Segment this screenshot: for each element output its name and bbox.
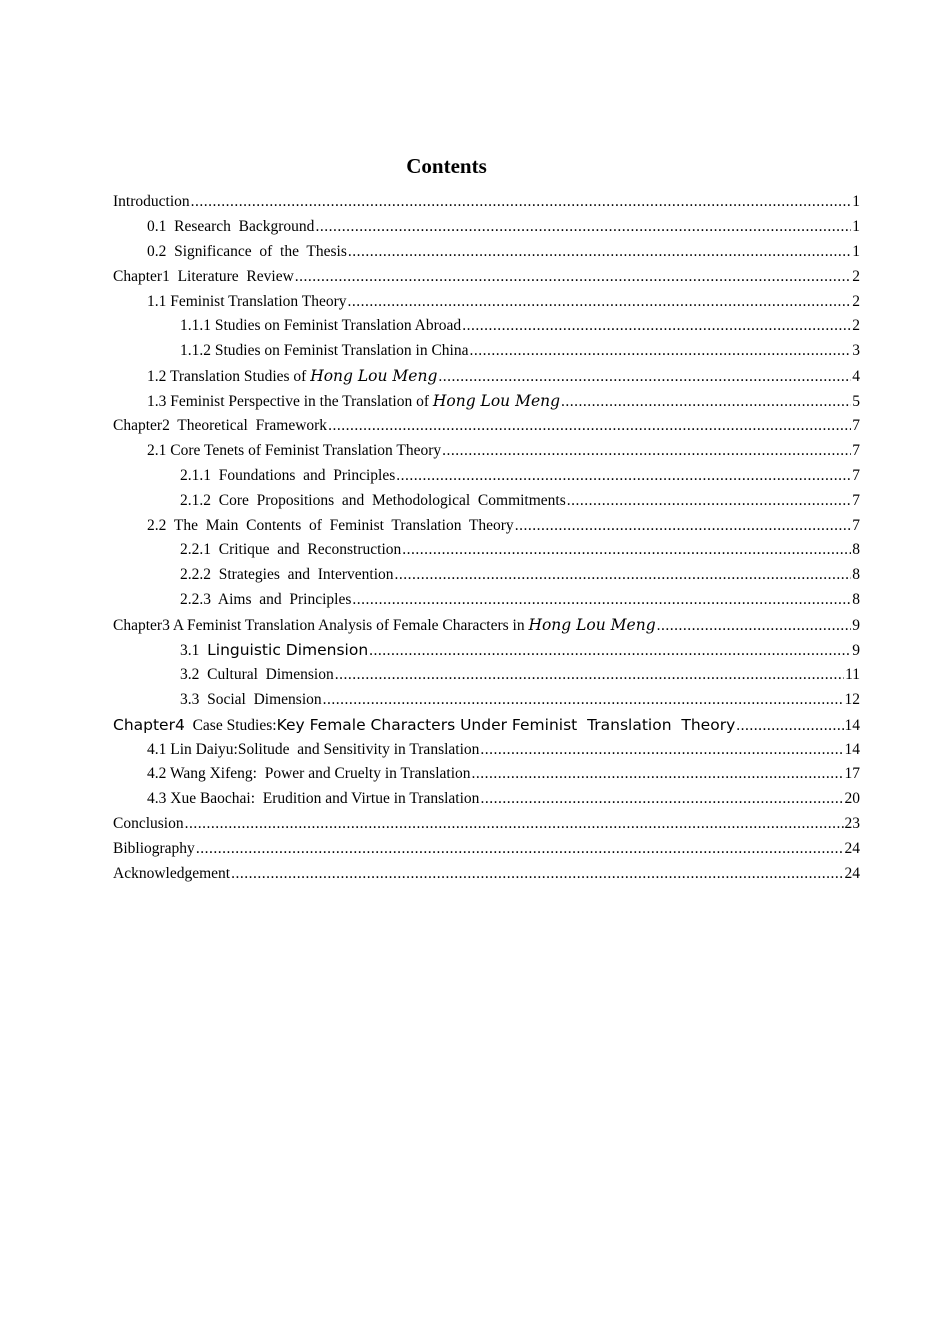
toc-dot-leader: [348, 240, 851, 265]
toc-dot-leader: [472, 762, 844, 787]
toc-page-number: 7: [852, 441, 860, 459]
toc-entry[interactable]: [113, 364, 860, 389]
toc-entry-label-part: 0.2 Significance of the Thesis: [147, 242, 347, 260]
toc-entry[interactable]: [113, 290, 860, 315]
toc-dot-leader: [323, 688, 844, 713]
toc-dot-leader: [352, 588, 851, 613]
toc-entry-label-part: 3.2 Cultural Dimension: [180, 665, 334, 683]
toc-entry-label-part: Chapter3 A Feminist Translation Analysis of Female Characters in: [113, 617, 529, 635]
toc-entry[interactable]: [113, 215, 860, 240]
toc-page-number: 1: [852, 242, 860, 260]
toc-entry-label-part: 1.1 Feminist Translation Theory: [147, 292, 347, 310]
toc-entry[interactable]: [113, 663, 860, 688]
toc-entry-label-part: Case Studies:: [184, 716, 277, 734]
toc-entry-label: [113, 414, 327, 439]
toc-entry-label: [147, 240, 347, 265]
toc-dot-leader: [402, 538, 851, 563]
toc-entry[interactable]: [113, 588, 860, 613]
toc-page-number: 2: [852, 317, 860, 335]
toc-page-number: 24: [844, 865, 860, 883]
toc-entry-label-part: Hong Lou Meng: [310, 367, 438, 386]
toc-entry[interactable]: [113, 538, 860, 563]
toc-entry-label-part: Chapter4: [113, 715, 185, 734]
toc-entry-label-part: 0.1 Research Background: [147, 217, 315, 235]
toc-entry[interactable]: [113, 514, 860, 539]
toc-entry-label: [147, 762, 471, 787]
toc-entry-label: [180, 339, 469, 364]
toc-dot-leader: [369, 639, 851, 663]
toc-entry-label-part: Chapter1 Literature Review: [113, 267, 294, 285]
toc-entry-label-part: Hong Lou Meng: [432, 392, 561, 411]
toc-dot-leader: [335, 663, 844, 688]
toc-entry-label-part: Acknowledgement: [113, 865, 231, 883]
toc-page-number: 8: [852, 591, 860, 609]
toc-dot-leader: [515, 514, 852, 539]
toc-dot-leader: [396, 464, 851, 489]
toc-page-number: 24: [844, 840, 860, 858]
toc-entry-label: [113, 862, 230, 887]
toc-entry-label: [147, 738, 479, 763]
toc-dot-leader: [315, 215, 851, 240]
toc-dot-leader: [196, 837, 844, 862]
toc-dot-leader: [191, 190, 852, 215]
toc-entry-label: [180, 538, 401, 563]
toc-entry-label: [113, 265, 294, 290]
toc-dot-leader: [470, 339, 852, 364]
toc-entry-label-part: Hong Lou Meng: [528, 616, 656, 635]
toc-page-number: 20: [844, 790, 860, 808]
toc-entry-label: [180, 688, 322, 713]
toc-dot-leader: [231, 862, 843, 887]
toc-entry-label: [180, 464, 395, 489]
toc-entry-label: [180, 563, 394, 588]
toc-entry[interactable]: [113, 563, 860, 588]
toc-entry-label-part: Introduction: [113, 193, 190, 210]
toc-entry-label-part: 3.3 Social Dimension: [180, 690, 322, 708]
toc-entry-label-part: Conclusion: [113, 815, 184, 833]
toc-entry[interactable]: [113, 787, 860, 812]
toc-entry-label-part: 1.1.2 Studies on Feminist Translation in China: [180, 342, 469, 360]
toc-entry-label-part: 4.1 Lin Daiyu:Solitude and Sensitivity in Translation: [147, 740, 480, 758]
toc-page-number: 14: [844, 716, 860, 734]
toc-entry[interactable]: [113, 688, 860, 713]
toc-page-number: 12: [844, 690, 860, 708]
toc-dot-leader: [328, 414, 851, 439]
toc-entry-label-part: 4.3 Xue Baochai: Erudition and Virtue in Translation: [147, 790, 480, 808]
toc-entry-label-part: 2.2.3 Aims and Principles: [180, 591, 352, 609]
toc-dot-leader: [567, 489, 851, 514]
toc-entry-label-part: 1.2 Translation Studies of: [147, 368, 311, 386]
toc-entry[interactable]: [113, 862, 860, 887]
toc-entry-label: [180, 489, 566, 514]
toc-entry[interactable]: [113, 713, 860, 738]
toc-page-number: 4: [852, 368, 860, 386]
toc-page-number: 8: [852, 566, 860, 584]
toc-page-number: 1: [852, 193, 860, 210]
toc-entry-label: [147, 787, 479, 812]
toc-entry[interactable]: [113, 314, 860, 339]
toc-dot-leader: [438, 365, 851, 389]
toc-entry[interactable]: [113, 339, 860, 364]
toc-entry-label: [180, 638, 368, 663]
toc-entry-label-part: 2.2 The Main Contents of Feminist Translation Theory: [147, 516, 514, 534]
toc-entry-label-part: 2.1.2 Core Propositions and Methodological Commitments: [180, 491, 566, 509]
toc-entry[interactable]: [113, 414, 860, 439]
toc-entry-label-part: 2.2.1 Critique and Reconstruction: [180, 541, 402, 559]
toc-entry-label-part: 2.2.2 Strategies and Intervention: [180, 566, 394, 584]
toc-entry[interactable]: [113, 613, 860, 638]
toc-page-number: 9: [852, 642, 860, 660]
toc-entry-label-part: 2.1 Core Tenets of Feminist Translation Theory: [147, 441, 442, 459]
toc-page-number: 1: [852, 217, 860, 235]
toc-page-number: 3: [852, 342, 860, 360]
toc-entry-label: [180, 588, 351, 613]
toc-entry-label-part: 2.1.1 Foundations and Principles: [180, 466, 396, 484]
toc-dot-leader: [462, 314, 851, 339]
toc-dot-leader: [561, 390, 851, 414]
toc-page-number: 5: [852, 393, 860, 411]
toc-dot-leader: [185, 812, 844, 837]
toc-entry[interactable]: [113, 389, 860, 414]
toc-dot-leader: [657, 614, 852, 638]
toc-page-number: 7: [852, 491, 860, 509]
toc-dot-leader: [736, 714, 843, 738]
toc-page-number: 17: [844, 765, 860, 783]
toc-entry-label: [113, 190, 190, 215]
toc-page-number: 23: [844, 815, 860, 833]
toc-entry-label: [180, 663, 334, 688]
toc-entry-label-part: Chapter2 Theoretical Framework: [113, 417, 328, 435]
toc-entry-label: [113, 812, 184, 837]
page-title: Contents: [406, 154, 487, 178]
toc-page-number: 9: [852, 617, 860, 635]
toc-entry-label-part: Linguistic Dimension: [207, 641, 369, 660]
toc-entry-label-part: 4.2 Wang Xifeng: Power and Cruelty in Translation: [147, 765, 471, 783]
toc-entry-label-part: 1.3 Feminist Perspective in the Translation of: [147, 393, 433, 411]
toc-entry-label-part: 1.1.1 Studies on Feminist Translation Abroad: [180, 317, 462, 335]
toc-page-number: 7: [852, 516, 860, 534]
toc-entry[interactable]: [113, 265, 860, 290]
toc-page-number: 11: [845, 665, 860, 683]
toc-entry-label: [147, 364, 437, 389]
toc-entry-label: [113, 613, 656, 638]
toc-entry-label: [147, 389, 560, 414]
toc-entry[interactable]: [113, 240, 860, 265]
toc-entry-label: [113, 713, 735, 738]
toc-dot-leader: [480, 738, 843, 763]
toc-page-number: 2: [852, 292, 860, 310]
toc-entry[interactable]: [113, 837, 860, 862]
toc-entry[interactable]: [113, 464, 860, 489]
toc-entry[interactable]: [113, 439, 860, 464]
toc-dot-leader: [295, 265, 851, 290]
toc-entry[interactable]: [113, 812, 860, 837]
toc-dot-leader: [442, 439, 851, 464]
toc-entry[interactable]: [113, 738, 860, 763]
toc-entry-label: [147, 439, 441, 464]
toc-entry[interactable]: [113, 762, 860, 787]
toc-page-number: 7: [852, 466, 860, 484]
toc-page-number: 8: [852, 541, 860, 559]
toc-dot-leader: [348, 290, 852, 315]
toc-entry[interactable]: [113, 489, 860, 514]
table-of-contents: [113, 190, 860, 887]
toc-entry-label: [147, 215, 314, 240]
toc-page-number: 7: [852, 417, 860, 435]
toc-entry-label: [113, 837, 195, 862]
toc-entry-label-part: Bibliography: [113, 840, 195, 858]
toc-dot-leader: [395, 563, 852, 588]
toc-page-number: 2: [852, 267, 860, 285]
toc-entry-label: [180, 314, 461, 339]
toc-entry-label: [147, 290, 347, 315]
toc-entry-label-part: 3.1: [180, 642, 208, 660]
toc-entry[interactable]: [113, 190, 860, 215]
toc-entry-label: [147, 514, 514, 539]
toc-dot-leader: [480, 787, 843, 812]
toc-page-number: 14: [844, 740, 860, 758]
toc-entry-label-part: Key Female Characters Under Feminist Translation Theory: [276, 715, 736, 734]
toc-entry[interactable]: [113, 638, 860, 663]
